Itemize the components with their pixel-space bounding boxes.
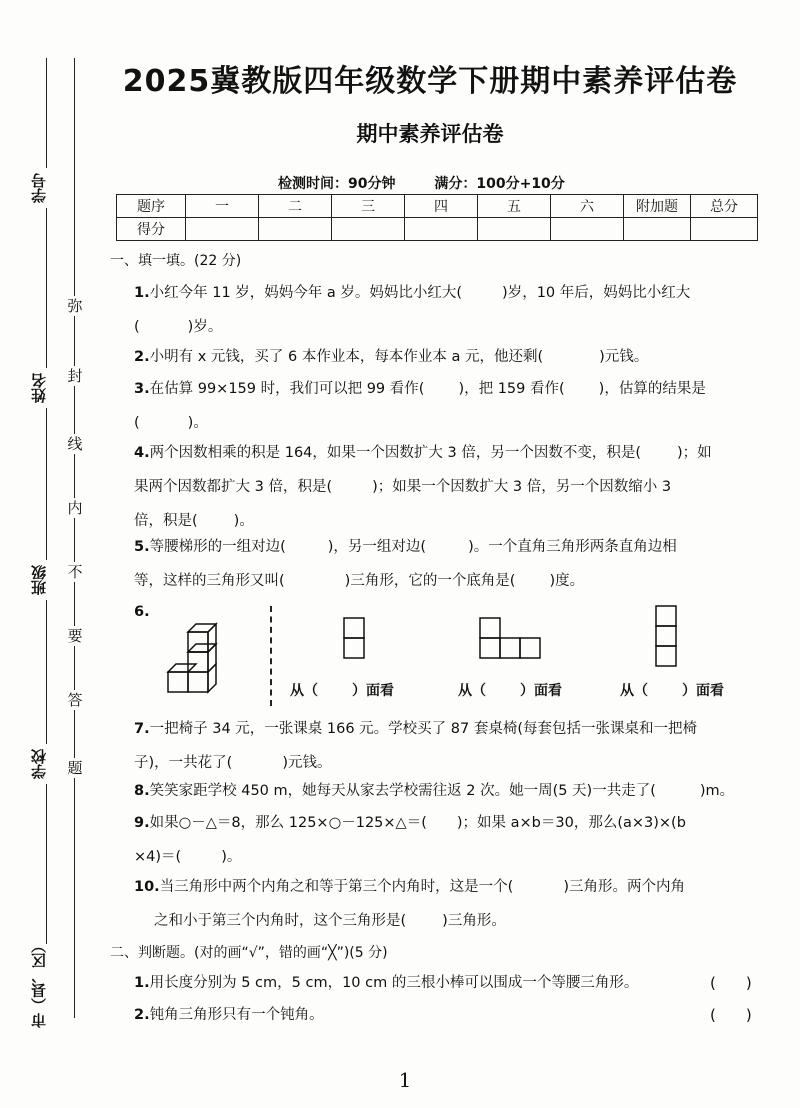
- q1-text-b: )岁，10 年后，妈妈比小红大: [502, 285, 691, 301]
- score-table: [116, 194, 758, 241]
- document-title: 2025冀教版四年级数学下册期中素养评估卷: [122, 64, 738, 99]
- q4-text-e: 倍，积是(: [134, 513, 198, 529]
- q3-text-b: )，把 159 看作(: [458, 381, 565, 397]
- q7-text-a: 一把椅子 34 元，一张课桌 166 元。学校买了 87 套桌椅(每套包括一张课桌和一把椅: [149, 721, 697, 737]
- binding-line-inner: [74, 58, 75, 1018]
- j1-number: 1.: [134, 975, 150, 991]
- question-3: [134, 372, 768, 440]
- view-label-1-prefix: 从（: [290, 683, 318, 699]
- field-name-label: 姓名: [30, 373, 48, 403]
- document-subtitle: 期中素养评估卷: [356, 122, 504, 146]
- q3-number: 3.: [134, 381, 150, 397]
- q4-text-c: 果两个因数都扩大 3 倍，积是(: [134, 479, 333, 495]
- q2-number: 2.: [134, 349, 150, 365]
- q3-text-d: (: [134, 415, 140, 431]
- q5-text-f: )度。: [549, 573, 585, 589]
- question-1: [134, 276, 768, 344]
- score-table-score-row: [117, 218, 758, 241]
- exam-time: 检测时间：90分钟: [278, 176, 396, 192]
- q5-text-c: )。一个直角三角形两条直角边相: [468, 539, 677, 555]
- q7-number: 7.: [134, 721, 150, 737]
- q5-number: 5.: [134, 539, 150, 555]
- seal-char-3: 线: [65, 434, 85, 454]
- seal-char-1: 弥: [65, 296, 85, 316]
- j2-answer-paren[interactable]: ( ): [710, 1006, 752, 1024]
- score-header-cell: 题序: [117, 195, 186, 218]
- exam-info: [278, 173, 599, 193]
- q9-text-a: 如果○－△＝8，那么 125×○－125×△＝(: [149, 815, 427, 831]
- q10-text-d: )三角形。: [442, 913, 506, 929]
- view-label-3-suffix: ）面看: [682, 683, 724, 699]
- section-1-heading: 一、填一填。(22 分): [110, 253, 242, 269]
- q5-text-b: )，另一组对边(: [327, 539, 427, 555]
- question-9: [134, 806, 768, 874]
- question-8: [134, 774, 768, 808]
- q8-text-a: 笑笑家距学校 450 m，她每天从家去学校需往返 2 次。她一周(5 天)一共走了(: [149, 783, 656, 799]
- j1-text: 用长度分别为 5 cm，5 cm，10 cm 的三根小棒可以围成一个等腰三角形。: [149, 975, 639, 991]
- view-label-3: [620, 680, 724, 700]
- question-6-figures: [134, 600, 754, 710]
- field-class-label: 班级: [30, 565, 48, 595]
- field-student-id-label: 学号: [30, 173, 48, 203]
- q9-text-b: )；如果 a×b＝30，那么(a×3)×(b: [456, 815, 686, 831]
- field-city: [30, 938, 50, 1028]
- question-4: [134, 436, 768, 538]
- q8-number: 8.: [134, 783, 150, 799]
- score-header-cell: 五: [478, 195, 551, 218]
- score-cell[interactable]: [551, 218, 624, 241]
- score-header-cell: 总分: [691, 195, 758, 218]
- field-school: [30, 744, 50, 784]
- score-header-cell: 一: [186, 195, 259, 218]
- q8-text-b: )m。: [699, 783, 735, 799]
- view-shape-b: [478, 616, 548, 666]
- q1-number: 1.: [134, 285, 150, 301]
- view-label-2-suffix: ）面看: [520, 683, 562, 699]
- q2-text-b: )元钱。: [599, 349, 649, 365]
- seal-char-2: 封: [65, 366, 85, 386]
- q3-text-a: 在估算 99×159 时，我们可以把 99 看作(: [149, 381, 425, 397]
- question-5: [134, 530, 768, 598]
- q1-text-a: 小红今年 11 岁，妈妈今年 a 岁。妈妈比小红大(: [149, 285, 463, 301]
- score-cell[interactable]: [405, 218, 478, 241]
- q1-text-d: )岁。: [187, 319, 223, 335]
- seal-char-8: 题: [65, 758, 85, 778]
- question-10: [134, 870, 768, 938]
- score-header-cell: 三: [332, 195, 405, 218]
- q4-text-a: 两个因数相乘的积是 164，如果一个因数扩大 3 倍，另一个因数不变，积是(: [149, 445, 641, 461]
- seal-char-5: 不: [65, 562, 85, 582]
- score-cell[interactable]: [259, 218, 332, 241]
- seal-char-7: 答: [65, 690, 85, 710]
- q9-text-d: )。: [221, 849, 242, 865]
- score-header-cell: 四: [405, 195, 478, 218]
- field-school-label: 学校: [30, 749, 48, 779]
- q10-text-c: 之和小于第三个内角时，这个三角形是(: [154, 913, 407, 929]
- score-cell[interactable]: [478, 218, 551, 241]
- j2-number: 2.: [134, 1007, 150, 1023]
- view-label-2: [458, 680, 562, 700]
- q4-text-b: )；如: [677, 445, 712, 461]
- judge-question-2: [134, 998, 768, 1032]
- q2-text-a: 小明有 x 元钱，买了 6 本作业本，每本作业本 a 元，他还剩(: [149, 349, 544, 365]
- q3-text-e: )。: [187, 415, 208, 431]
- section-2-heading: 二、判断题。(对的画“√”，错的画“╳”)(5 分): [110, 945, 388, 961]
- q5-text-e: )三角形，它的一个底角是(: [344, 573, 516, 589]
- q3-text-c: )，估算的结果是: [598, 381, 706, 397]
- view-label-2-prefix: 从（: [458, 683, 486, 699]
- score-header-cell: 附加题: [624, 195, 691, 218]
- q5-text-a: 等腰梯形的一组对边(: [149, 539, 286, 555]
- q7-text-c: )元钱。: [282, 755, 332, 771]
- view-shape-c: [654, 604, 684, 674]
- q7-text-b: 子)，一共花了(: [134, 755, 233, 771]
- j1-answer-paren[interactable]: ( ): [710, 974, 752, 992]
- seal-char-4: 内: [65, 498, 85, 518]
- view-label-1: [290, 680, 394, 700]
- score-table-header-row: [117, 195, 758, 218]
- q6-number: 6.: [134, 604, 150, 620]
- q9-number: 9.: [134, 815, 150, 831]
- q4-text-d: )；如果一个因数扩大 3 倍，另一个因数缩小 3: [372, 479, 672, 495]
- score-cell[interactable]: [691, 218, 758, 241]
- field-class: [30, 560, 50, 600]
- cube-stack-figure: [164, 620, 274, 720]
- score-header-cell: 二: [259, 195, 332, 218]
- figure-divider: [270, 606, 272, 706]
- score-row-label: 得分: [117, 218, 186, 241]
- j2-text: 钝角三角形只有一个钝角。: [149, 1007, 324, 1023]
- q4-number: 4.: [134, 445, 150, 461]
- full-score: 满分：100分+10分: [434, 176, 565, 192]
- field-city-label: 市（县、区）: [30, 938, 48, 1028]
- field-student-id: [30, 168, 50, 208]
- view-label-1-suffix: ）面看: [352, 683, 394, 699]
- q5-text-d: 等，这样的三角形又叫(: [134, 573, 285, 589]
- q10-text-a: 当三角形中两个内角之和等于第三个内角时，这是一个(: [159, 879, 514, 895]
- question-7: [134, 712, 768, 780]
- score-header-cell: 六: [551, 195, 624, 218]
- view-label-3-prefix: 从（: [620, 683, 648, 699]
- field-name: [30, 368, 50, 408]
- score-cell[interactable]: [332, 218, 405, 241]
- score-cell[interactable]: [624, 218, 691, 241]
- judge-question-1: [134, 966, 768, 1000]
- q10-number: 10.: [134, 879, 160, 895]
- score-cell[interactable]: [186, 218, 259, 241]
- q4-text-f: )。: [233, 513, 254, 529]
- page-number: 1: [398, 1068, 412, 1092]
- seal-char-6: 要: [65, 626, 85, 646]
- q10-text-b: )三角形。两个内角: [563, 879, 685, 895]
- question-2: [134, 340, 768, 374]
- view-shape-a: [342, 616, 372, 666]
- q1-text-c: (: [134, 319, 140, 335]
- q9-text-c: ×4)＝(: [134, 849, 182, 865]
